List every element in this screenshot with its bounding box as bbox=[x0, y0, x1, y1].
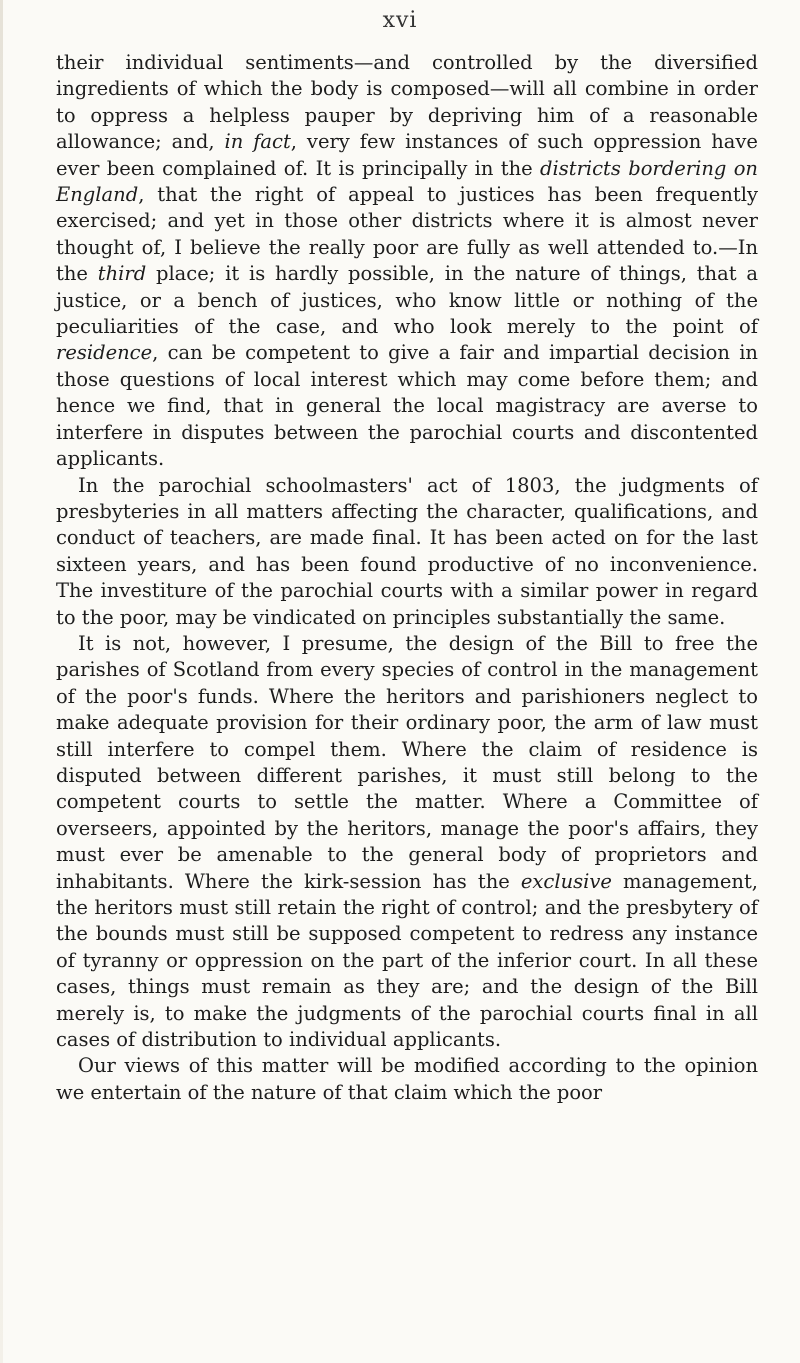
italic-phrase: districts bordering on England bbox=[56, 156, 758, 207]
paragraph-2: In the parochial schoolmasters' act of 1803, the judgments of presbyteries in all matters affecting the character, qualifications, and conduct of teachers, are made final. It has been acted on for the last sixteen years, and has been found productive of no inconvenience. The investiture of the parochial courts with a similar power in regard to the poor, may be vindicated on principles substantially the same. bbox=[56, 473, 758, 629]
body-text bbox=[56, 50, 758, 1106]
paragraph-1: their individual sentiments—and controlled by the diversified ingredients of which the body is composed—will all combine in order to oppress a helpless pauper by depriving him of a reasonable allowance; and, in fact, very few instances of such oppression have ever been complained of. It is principally in the districts bordering on England, that the right of appeal to justices has been frequently exercised; and yet in those other districts where it is almost never thought of, I believe the really poor are fully as well attended to.—In the third place; it is hardly possible, in the nature of things, that a justice, or a bench of justices, who know little or nothing of the peculiarities of the case, and who look merely to the point of residence, can be competent to give a fair and impartial decision in those questions of local interest which may come before them; and hence we find, that in general the local magistracy are averse to interfere in disputes between the parochial courts and discontented applicants. bbox=[56, 51, 758, 471]
italic-phrase: exclusive bbox=[520, 869, 612, 893]
italic-phrase: in fact bbox=[224, 130, 291, 154]
page-number: xvi bbox=[382, 8, 418, 33]
italic-phrase: residence bbox=[56, 341, 153, 365]
paragraph-3: It is not, however, I presume, the design of the Bill to free the parishes of Scotland from every species of control in the management of the poor's funds. Where the heritors and parishioners neglect to make adequate provision for their ordinary poor, the arm of law must still interfere to compel them. Where the claim of residence is disputed between different parishes, it must still belong to the competent courts to settle the matter. Where a Committee of overseers, appointed by the heritors, manage the poor's affairs, they must ever be amenable to the general body of proprietors and inhabitants. Where the kirk-session has the exclusive management, the heritors must still retain the right of control; and the presbytery of the bounds must still be supposed competent to redress any instance of tyranny or oppression on the part of the inferior court. In all these cases, things must remain as they are; and the design of the Bill merely is, to make the judgments of the parochial courts final in all cases of distribution to individual applicants. bbox=[56, 631, 758, 1052]
page-edge bbox=[0, 0, 3, 1363]
italic-phrase: third bbox=[97, 262, 147, 286]
paragraph-4: Our views of this matter will be modified according to the opinion we entertain of the nature of that claim which the poor bbox=[56, 1054, 758, 1104]
